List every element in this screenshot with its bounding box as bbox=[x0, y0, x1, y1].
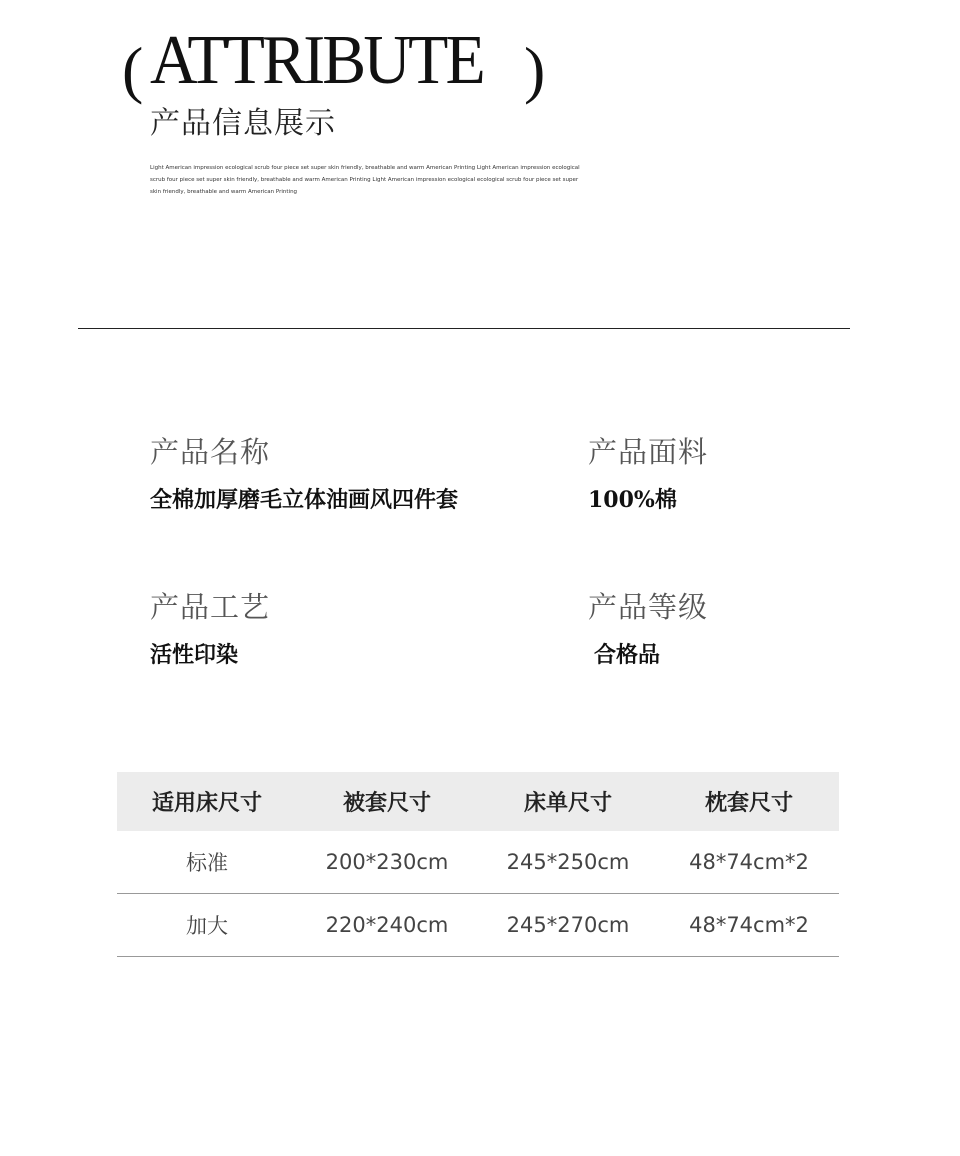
attribute-value: 全棉加厚磨毛立体油画风四件套 bbox=[150, 487, 459, 513]
attribute-label: 产品等级 bbox=[588, 590, 709, 624]
attribute-value: 合格品 bbox=[594, 642, 661, 668]
divider bbox=[78, 328, 850, 329]
attribute-product-name bbox=[150, 430, 458, 514]
brand-word: ATTRIBUTE bbox=[150, 22, 483, 99]
page-subtitle: 产品信息展示 bbox=[150, 106, 336, 141]
description-text: Light American impression ecological scrub four piece set super skin friendly, breathable and warm American Printing Light American impression ecological scrub four piece set super skin friendly, breathable and warm American Printing Light American impression ecological ecological scrub four piece set super skin friendly, breathable and warm American Printing bbox=[150, 165, 580, 195]
table-row bbox=[117, 831, 839, 894]
column-header: 适用床尺寸 bbox=[117, 772, 297, 831]
open-paren: ( bbox=[122, 34, 144, 105]
table-cell: 标准 bbox=[117, 831, 297, 894]
column-header: 床单尺寸 bbox=[477, 772, 659, 831]
attribute-value: 活性印染 bbox=[150, 642, 239, 668]
table-cell: 48*74cm*2 bbox=[659, 831, 839, 894]
attribute-label: 产品名称 bbox=[150, 435, 271, 469]
table-cell: 48*74cm*2 bbox=[659, 894, 839, 957]
table-cell: 加大 bbox=[117, 894, 297, 957]
table-cell: 245*270cm bbox=[477, 894, 659, 957]
column-header: 枕套尺寸 bbox=[659, 772, 839, 831]
attribute-label: 产品工艺 bbox=[150, 590, 271, 624]
attribute-craft bbox=[150, 585, 270, 669]
attribute-fabric bbox=[588, 430, 708, 514]
size-table bbox=[117, 772, 839, 957]
attribute-grade bbox=[588, 585, 708, 669]
table-row bbox=[117, 894, 839, 957]
table-cell: 200*230cm bbox=[297, 831, 477, 894]
attribute-label: 产品面料 bbox=[588, 435, 709, 469]
column-header: 被套尺寸 bbox=[297, 772, 477, 831]
table-cell: 245*250cm bbox=[477, 831, 659, 894]
table-cell: 220*240cm bbox=[297, 894, 477, 957]
close-paren: ) bbox=[524, 34, 546, 105]
table-header-row bbox=[117, 772, 839, 831]
attribute-value: 100%棉 bbox=[588, 487, 677, 513]
